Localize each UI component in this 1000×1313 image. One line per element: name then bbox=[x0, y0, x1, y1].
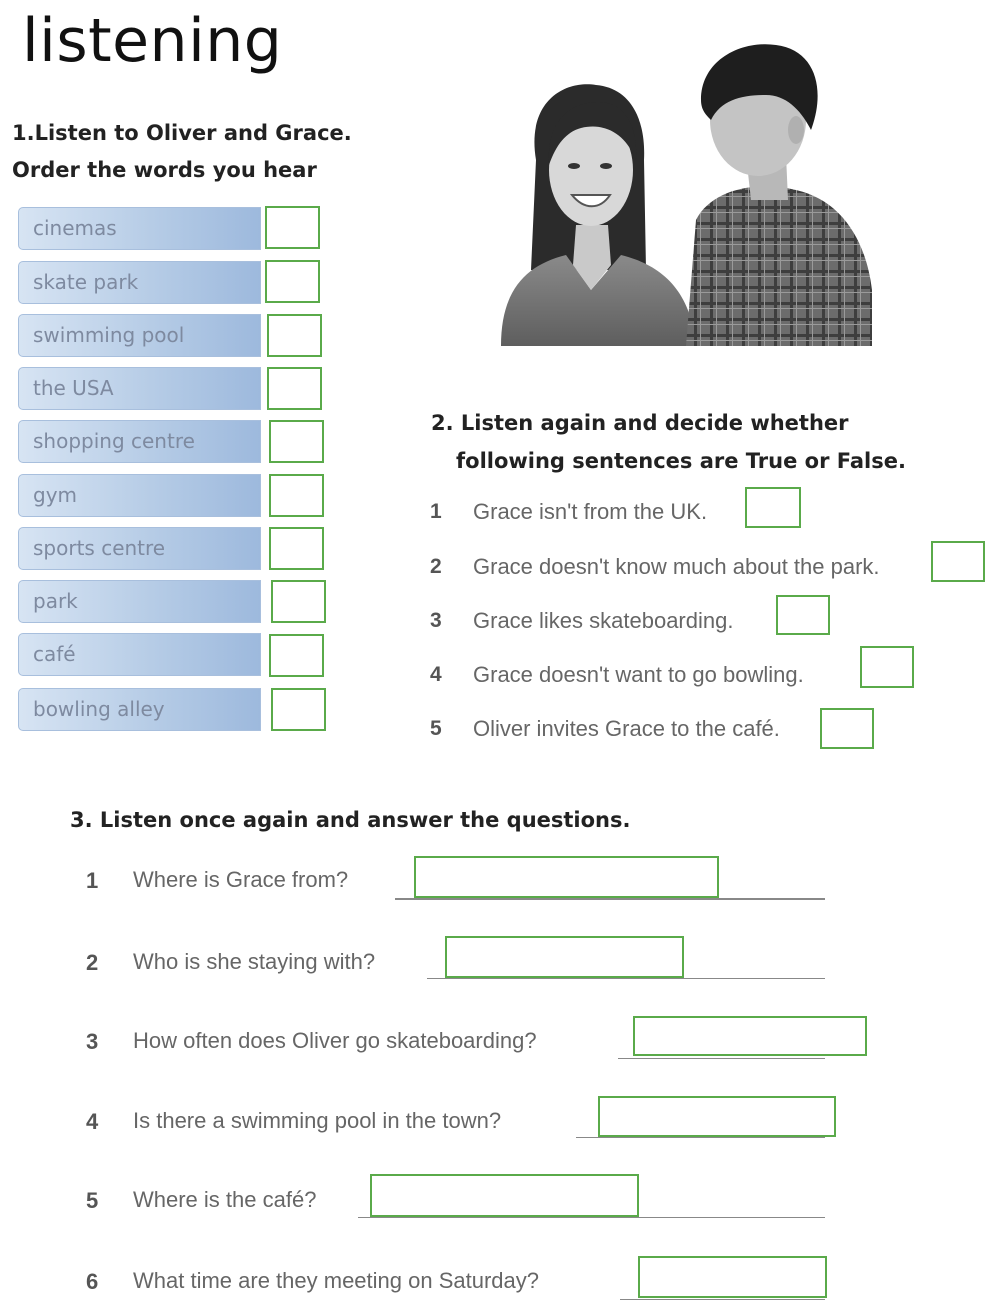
tf-number: 1 bbox=[430, 500, 442, 523]
answer-input[interactable] bbox=[598, 1096, 836, 1137]
order-answer-box[interactable] bbox=[269, 527, 324, 570]
answer-underline bbox=[358, 1217, 825, 1218]
tf-sentence: Grace doesn't want to go bowling. bbox=[473, 662, 804, 687]
answer-underline bbox=[395, 898, 825, 900]
order-answer-box[interactable] bbox=[269, 420, 324, 463]
tf-number: 5 bbox=[430, 717, 442, 740]
word-item[interactable]: cinemas bbox=[18, 207, 261, 250]
word-item[interactable]: swimming pool bbox=[18, 314, 261, 357]
question-number: 1 bbox=[86, 868, 99, 893]
tf-sentence: Grace doesn't know much about the park. bbox=[473, 554, 880, 579]
order-answer-box[interactable] bbox=[271, 688, 326, 731]
photo-girl-and-boy bbox=[496, 40, 872, 346]
word-item[interactable]: bowling alley bbox=[18, 688, 261, 731]
section3-heading: 3. Listen once again and answer the questions. bbox=[70, 808, 631, 832]
tf-sentence: Oliver invites Grace to the café. bbox=[473, 716, 780, 741]
word-item[interactable]: shopping centre bbox=[18, 420, 261, 463]
question-text: Where is Grace from? bbox=[133, 867, 349, 892]
question-number: 5 bbox=[86, 1188, 99, 1213]
order-answer-box[interactable] bbox=[265, 206, 320, 249]
tf-answer-box[interactable] bbox=[776, 595, 830, 635]
section2-heading-line1: 2. Listen again and decide whether bbox=[431, 411, 849, 435]
tf-number: 2 bbox=[430, 555, 442, 578]
tf-answer-box[interactable] bbox=[931, 541, 985, 582]
question-number: 4 bbox=[86, 1109, 99, 1134]
answer-underline bbox=[618, 1058, 825, 1059]
answer-input[interactable] bbox=[633, 1016, 867, 1056]
order-answer-box[interactable] bbox=[267, 367, 322, 410]
word-item[interactable]: skate park bbox=[18, 261, 261, 304]
section1-heading-line1: 1.Listen to Oliver and Grace. bbox=[12, 121, 352, 145]
tf-answer-box[interactable] bbox=[860, 646, 914, 688]
question-text: Who is she staying with? bbox=[133, 949, 376, 974]
question-text: How often does Oliver go skateboarding? bbox=[133, 1028, 537, 1053]
word-item[interactable]: sports centre bbox=[18, 527, 261, 570]
question-number: 6 bbox=[86, 1269, 99, 1294]
question-text: What time are they meeting on Saturday? bbox=[133, 1268, 539, 1293]
page-title: listening bbox=[22, 6, 283, 76]
question-number: 2 bbox=[86, 950, 99, 975]
answer-underline bbox=[427, 978, 825, 979]
order-answer-box[interactable] bbox=[269, 474, 324, 517]
answer-input[interactable] bbox=[638, 1256, 827, 1298]
question-text: Is there a swimming pool in the town? bbox=[133, 1108, 502, 1133]
answer-underline bbox=[576, 1137, 825, 1138]
order-answer-box[interactable] bbox=[267, 314, 322, 357]
tf-answer-box[interactable] bbox=[745, 487, 801, 528]
word-item[interactable]: gym bbox=[18, 474, 261, 517]
answer-input[interactable] bbox=[414, 856, 719, 898]
order-answer-box[interactable] bbox=[269, 634, 324, 677]
section1-heading-line2: Order the words you hear bbox=[12, 158, 317, 182]
tf-number: 4 bbox=[430, 663, 442, 686]
answer-underline bbox=[620, 1299, 825, 1300]
tf-answer-box[interactable] bbox=[820, 708, 874, 749]
word-item[interactable]: café bbox=[18, 633, 261, 676]
answer-input[interactable] bbox=[370, 1174, 639, 1217]
question-number: 3 bbox=[86, 1029, 99, 1054]
word-item[interactable]: the USA bbox=[18, 367, 261, 410]
tf-sentence: Grace isn't from the UK. bbox=[473, 499, 708, 524]
section2-heading-line2: following sentences are True or False. bbox=[456, 449, 906, 473]
order-answer-box[interactable] bbox=[271, 580, 326, 623]
question-text: Where is the café? bbox=[133, 1187, 317, 1212]
answer-input[interactable] bbox=[445, 936, 684, 978]
order-answer-box[interactable] bbox=[265, 260, 320, 303]
word-item[interactable]: park bbox=[18, 580, 261, 623]
tf-number: 3 bbox=[430, 609, 442, 632]
tf-sentence: Grace likes skateboarding. bbox=[473, 608, 734, 633]
